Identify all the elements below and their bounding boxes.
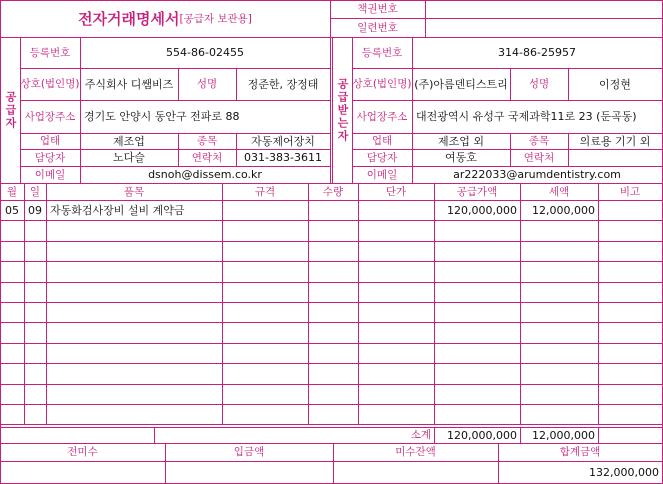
cell-border	[598, 343, 663, 364]
cell-border	[222, 261, 309, 283]
receiver-biz-item-value: 의료용 기기 외	[579, 134, 651, 148]
cell-border	[598, 282, 663, 303]
row-0-spec	[222, 200, 308, 220]
cell-border	[222, 363, 309, 385]
subtotal-tax: 12,000,000	[532, 428, 595, 442]
cell-border	[0, 302, 25, 323]
receiver-reg-no-value: 314-86-25957	[498, 46, 576, 59]
cell-border	[46, 363, 223, 385]
footer-unpaid-label: 전미수	[67, 446, 98, 458]
cell-border	[0, 220, 25, 242]
subtotal-label: 소계	[410, 429, 431, 441]
supplier-manager-value: 노다슬	[113, 151, 145, 164]
cell-border	[0, 261, 25, 283]
cell-border	[222, 384, 309, 405]
receiver-biz-type-label: 업태	[371, 135, 393, 147]
header-day: 일	[29, 185, 41, 198]
receiver-address-label: 사업장주소	[356, 110, 408, 123]
cell-border	[222, 282, 309, 303]
cell-border	[358, 241, 435, 262]
cell-border	[0, 282, 25, 303]
cell-border	[222, 343, 309, 364]
footer-total-label: 합계금액	[559, 446, 601, 458]
cell-border	[434, 343, 521, 364]
header-supply: 공급가액	[456, 185, 498, 198]
cell-border	[308, 322, 359, 344]
receiver-reg-no-label: 등록번호	[361, 46, 403, 59]
row-0-qty	[308, 200, 358, 220]
cell-border	[46, 322, 223, 344]
cell-border	[24, 220, 47, 242]
footer-deposit-value	[165, 461, 333, 483]
cell-border	[46, 241, 223, 262]
cell-border	[434, 220, 521, 242]
cell-border	[308, 261, 359, 283]
cell-border	[308, 343, 359, 364]
supplier-address-label: 사업장주소	[24, 110, 76, 123]
supplier-reg-no-value: 554-86-02455	[166, 46, 244, 59]
cell-border	[308, 302, 359, 323]
cell-border	[358, 302, 435, 323]
cell-border	[520, 302, 599, 323]
supplier-contact-value: 031-383-3611	[244, 151, 322, 164]
cell-border	[358, 282, 435, 303]
serial-no-label: 일련번호	[357, 21, 398, 34]
receiver-side-label: 공급받는자	[336, 77, 349, 143]
cell-border	[24, 404, 47, 425]
cell-border	[308, 404, 359, 425]
party-divider	[330, 37, 333, 184]
cell-border	[520, 282, 599, 303]
cell-border	[520, 363, 599, 385]
supplier-biz-item-label: 종목	[196, 135, 218, 147]
cell-border	[308, 363, 359, 385]
cell-border	[0, 241, 25, 262]
cell-border	[598, 427, 663, 444]
supplier-company-value: 주식회사 디쌤비즈	[84, 77, 174, 91]
receiver-contact-value	[568, 149, 662, 166]
cell-border	[434, 384, 521, 405]
supplier-address-value: 경기도 안양시 동안구 전파로 88	[84, 110, 240, 123]
cell-border	[0, 363, 25, 385]
supplier-rep-label: 성명	[196, 78, 218, 90]
cell-border	[24, 282, 47, 303]
cell-border	[308, 282, 359, 303]
cell-border	[434, 241, 521, 262]
cell-border	[598, 404, 663, 425]
receiver-biz-type-value: 제조업 외	[437, 134, 484, 148]
header-qty: 수량	[322, 185, 344, 198]
cell-border	[46, 384, 223, 405]
cell-border	[308, 241, 359, 262]
cell-border	[358, 343, 435, 364]
row-0-note	[598, 200, 662, 220]
supplier-contact-label: 연락처	[191, 151, 223, 164]
cell-border	[358, 322, 435, 344]
cell-border	[520, 384, 599, 405]
row-0-month: 05	[5, 203, 19, 217]
supplier-biz-type-value: 제조업	[113, 134, 145, 148]
cell-border	[520, 261, 599, 283]
cell-border	[520, 322, 599, 344]
cell-border	[358, 261, 435, 283]
supplier-reg-no-label: 등록번호	[29, 46, 71, 59]
supplier-company-label: 상호(법인명)	[20, 78, 80, 90]
subtotal-supply: 120,000,000	[447, 428, 517, 442]
footer-balance-label: 미수잔액	[395, 446, 436, 458]
book-no-label: 책권번호	[357, 3, 398, 15]
cell-border	[0, 404, 25, 425]
header-unit_price: 단가	[385, 185, 407, 198]
cell-border	[0, 427, 155, 444]
receiver-email-value: ar222033@arumdentistry.com	[453, 168, 621, 181]
receiver-manager-value: 여동호	[445, 151, 477, 164]
cell-border	[222, 302, 309, 323]
cell-border	[308, 384, 359, 405]
receiver-rep-label: 성명	[528, 78, 550, 90]
supplier-manager-label: 담당자	[34, 151, 66, 164]
book-no-value	[425, 0, 662, 18]
header-spec: 규격	[254, 185, 276, 198]
cell-border	[434, 261, 521, 283]
cell-border	[598, 322, 663, 344]
footer-balance-value	[333, 461, 498, 483]
receiver-email-label: 이메일	[366, 168, 398, 181]
cell-border	[24, 322, 47, 344]
cell-border	[434, 404, 521, 425]
title-note: [공급자 보관용]	[179, 13, 252, 25]
cell-border	[24, 384, 47, 405]
cell-border	[222, 404, 309, 425]
cell-border	[358, 220, 435, 242]
cell-border	[434, 322, 521, 344]
cell-border	[24, 302, 47, 323]
receiver-manager-label: 담당자	[366, 151, 398, 164]
cell-border	[358, 363, 435, 385]
footer-unpaid-value	[0, 461, 165, 483]
cell-border	[598, 302, 663, 323]
cell-border	[222, 220, 309, 242]
receiver-company-value: (주)아름덴티스트리	[414, 77, 508, 91]
cell-border	[46, 343, 223, 364]
cell-border	[520, 241, 599, 262]
row-0-unit_price	[358, 200, 434, 220]
document-title	[0, 0, 330, 37]
cell-border	[46, 282, 223, 303]
receiver-rep-value: 이정현	[599, 77, 631, 91]
serial-no-value	[425, 18, 662, 37]
cell-border	[358, 404, 435, 425]
header-item: 품목	[123, 185, 145, 198]
supplier-biz-item-value: 자동제어장치	[251, 134, 315, 148]
supplier-email-label: 이메일	[34, 168, 66, 181]
header-month: 월	[6, 185, 18, 198]
receiver-company-label: 상호(법인명)	[352, 78, 412, 90]
row-0-day: 09	[28, 203, 42, 217]
cell-border	[46, 261, 223, 283]
cell-border	[46, 220, 223, 242]
cell-border	[434, 282, 521, 303]
cell-border	[598, 241, 663, 262]
row-0-tax: 12,000,000	[532, 203, 595, 217]
receiver-contact-label: 연락처	[523, 151, 555, 164]
footer-total-value: 132,000,000	[589, 465, 659, 479]
header-tax: 세액	[548, 185, 570, 198]
cell-border	[222, 241, 309, 262]
cell-border	[520, 343, 599, 364]
cell-border	[598, 261, 663, 283]
cell-border	[24, 241, 47, 262]
supplier-email-value: dsnoh@dissem.co.kr	[148, 168, 262, 181]
supplier-biz-type-label: 업태	[39, 135, 61, 147]
cell-border	[46, 404, 223, 425]
cell-border	[598, 384, 663, 405]
header-note: 비고	[619, 185, 641, 198]
cell-border	[222, 322, 309, 344]
row-0-supply: 120,000,000	[447, 203, 517, 217]
cell-border	[434, 302, 521, 323]
supplier-side-label: 공급자	[4, 90, 17, 130]
cell-border	[598, 220, 663, 242]
cell-border	[308, 220, 359, 242]
cell-border	[46, 302, 223, 323]
cell-border	[434, 363, 521, 385]
cell-border	[24, 343, 47, 364]
cell-border	[598, 363, 663, 385]
row-0-item: 자동화검사장비 설비 계약금	[50, 203, 185, 217]
cell-border	[358, 384, 435, 405]
receiver-address-value: 대전광역시 유성구 국제과학11로 23 (둔곡동)	[416, 110, 637, 123]
cell-border	[520, 404, 599, 425]
title-text: 전자거래명세서	[78, 10, 180, 28]
cell-border	[0, 343, 25, 364]
receiver-biz-item-label: 종목	[528, 135, 550, 147]
footer-deposit-label: 입금액	[233, 446, 265, 458]
cell-border	[24, 261, 47, 283]
cell-border	[0, 322, 25, 344]
cell-border	[0, 384, 25, 405]
cell-border	[520, 220, 599, 242]
cell-border	[24, 363, 47, 385]
supplier-rep-value: 정준한, 장정태	[247, 77, 319, 91]
